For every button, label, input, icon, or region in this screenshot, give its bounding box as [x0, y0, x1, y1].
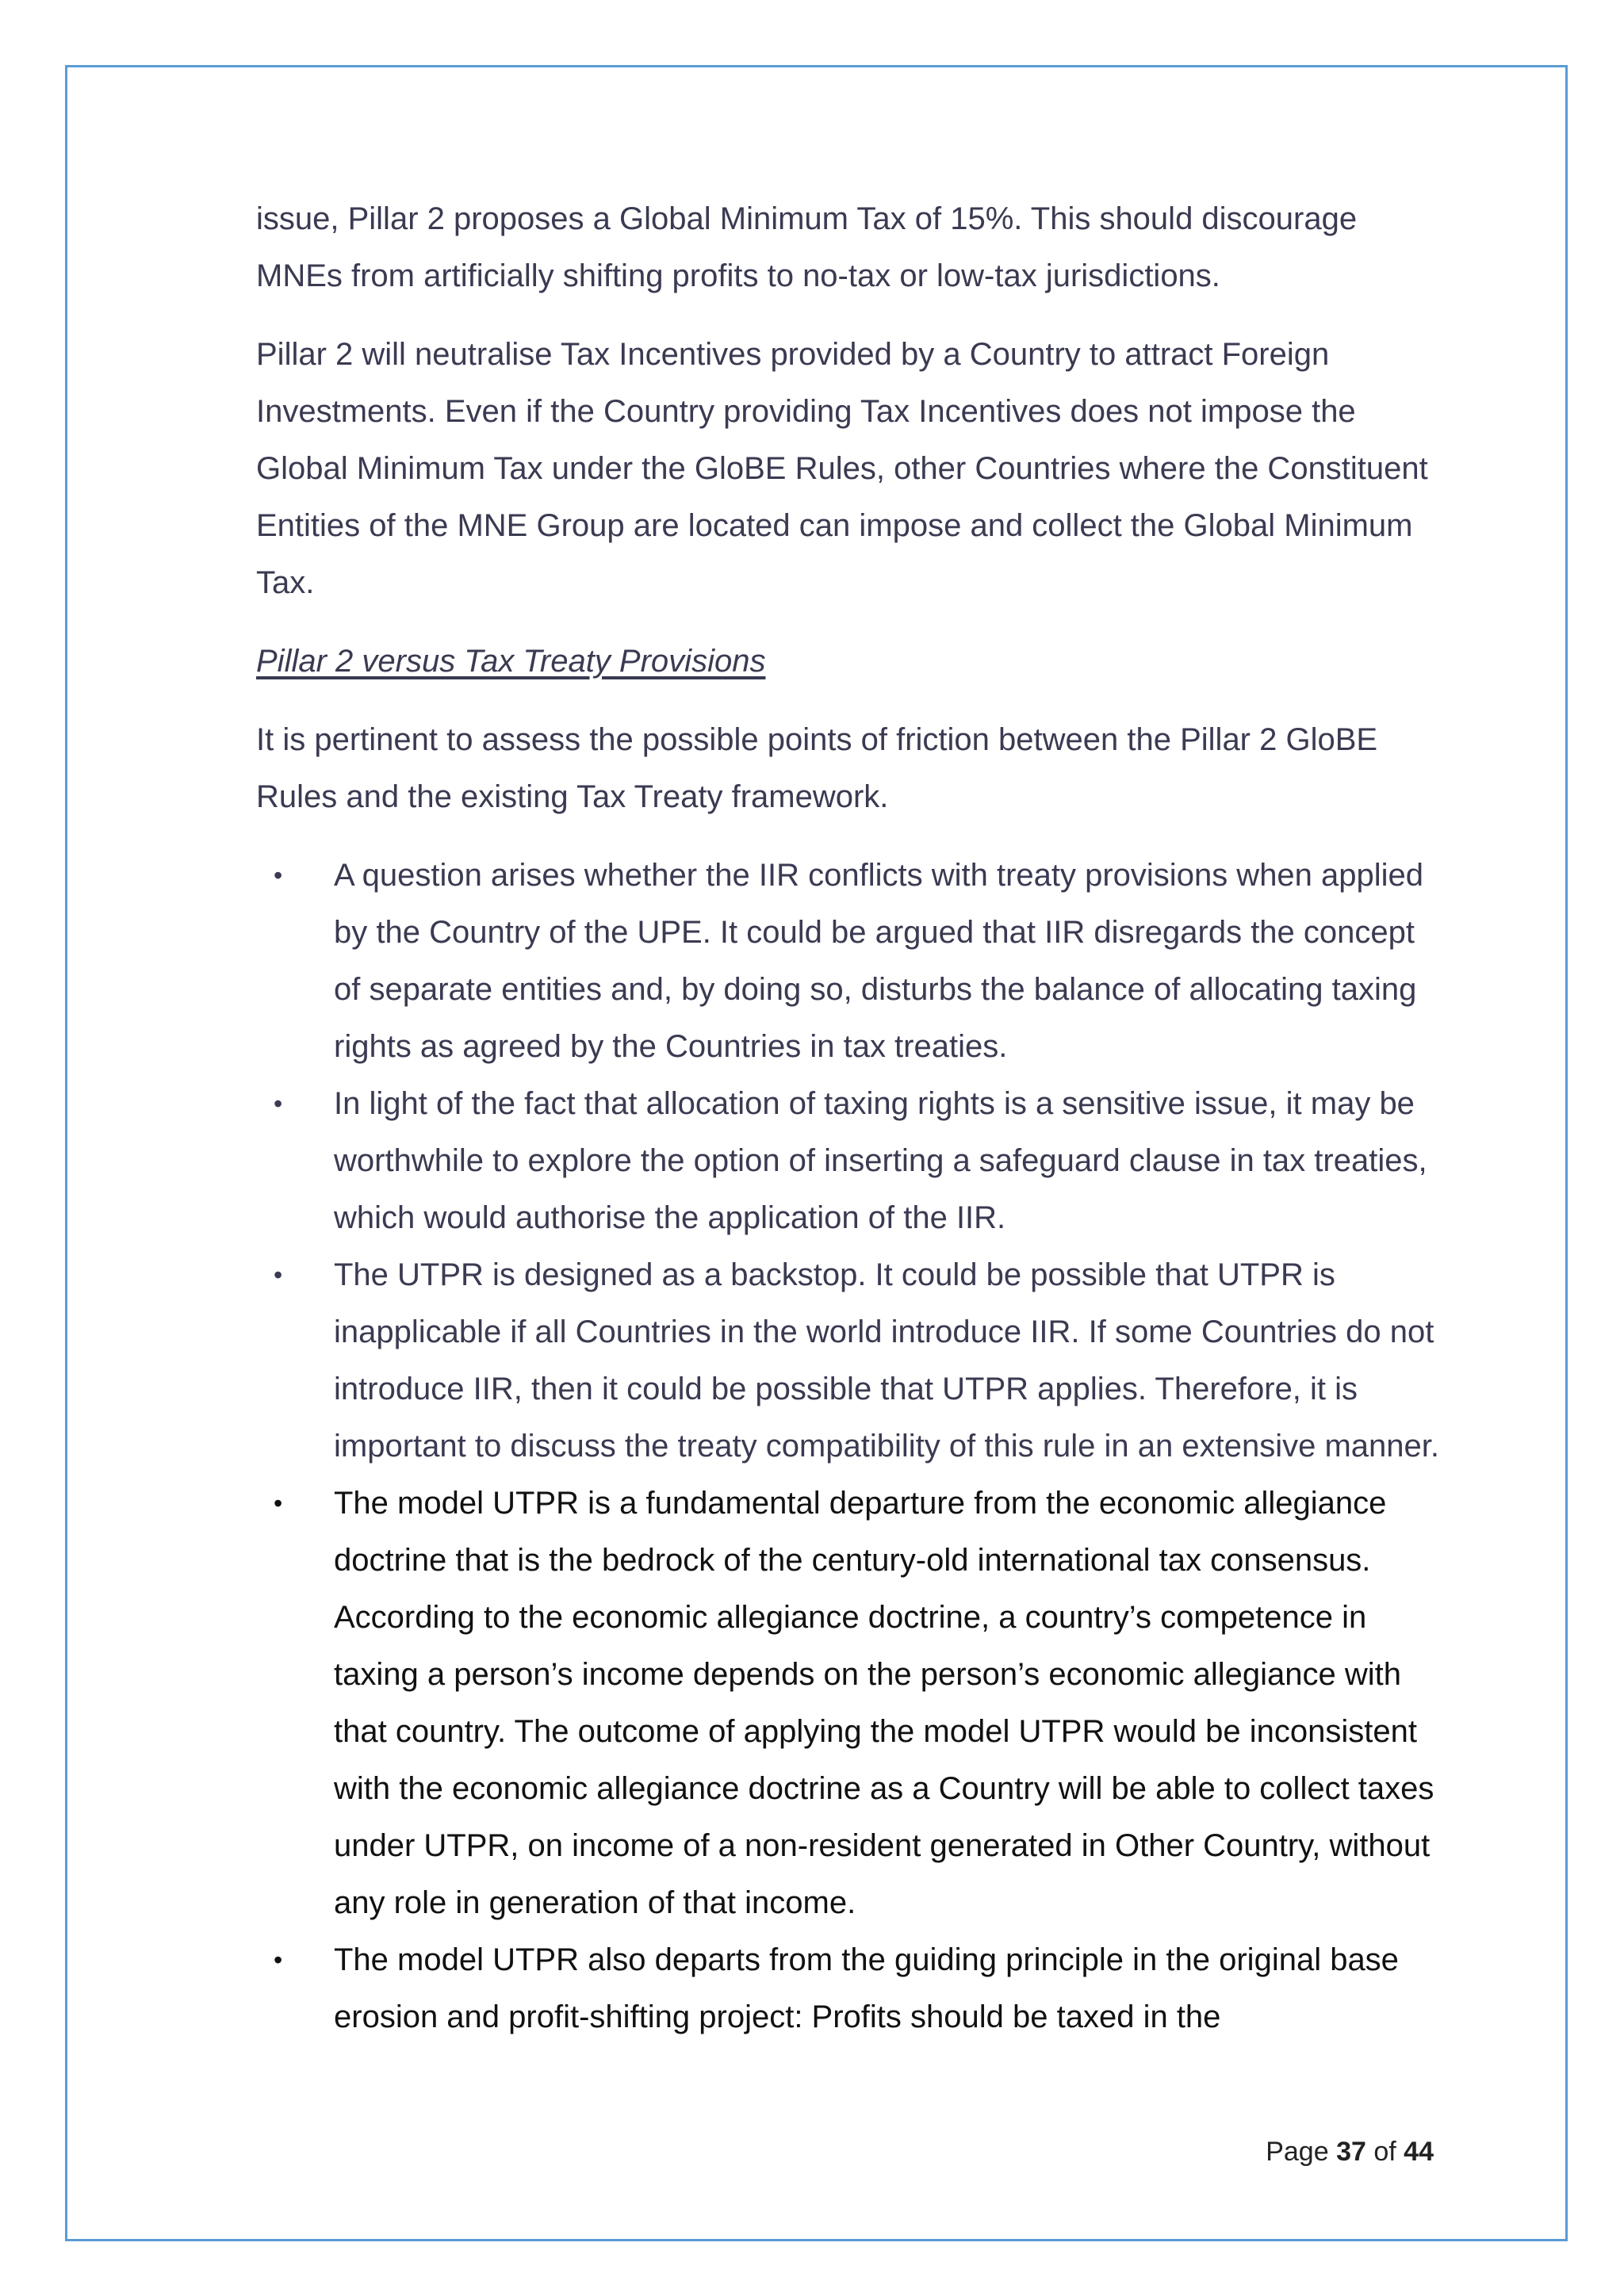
bullet-icon: • [274, 1089, 283, 1118]
total-pages: 44 [1404, 2137, 1434, 2167]
page-number [1266, 2137, 1434, 2168]
page-label: Page [1266, 2137, 1329, 2167]
list-item-text: A question arises whether the IIR conflicts with treaty provisions when applied by the Country of the UPE. It could be argued that IIR disregards the concept of separate entities and, by doing so, disturbs the balance of allocating taxing rights as agreed by the Countries in tax treaties. [334, 858, 1424, 1064]
intro-paragraph: It is pertinent to assess the possible points of friction between the Pillar 2 GloBE Rules and the existing Tax Treaty framework. [256, 722, 1378, 814]
section-heading: Pillar 2 versus Tax Treaty Provisions [256, 644, 766, 679]
list-item-text: In light of the fact that allocation of taxing rights is a sensitive issue, it may be worthwhile to explore the option of inserting a safeguard clause in tax treaties, which would authorise the application of the IIR. [334, 1086, 1427, 1235]
bullet-icon: • [274, 1946, 283, 1974]
bullet-list [256, 847, 1446, 2045]
paragraph: Pillar 2 will neutralise Tax Incentives provided by a Country to attract Foreign Investments. Even if the Country providing Tax Incentives does not impose the Global Minimum Tax under the GloBE Rules, other Countries where the Constituent Entities of the MNE Group are located can impose and collect the Global Minimum Tax. [256, 337, 1428, 600]
of-label: of [1373, 2137, 1396, 2167]
paragraph: issue, Pillar 2 proposes a Global Minimum Tax of 15%. This should discourage MNEs from artificially shifting profits to no-tax or low-tax jurisdictions. [256, 201, 1358, 293]
list-item [256, 1931, 1446, 2045]
bullet-icon: • [274, 1489, 283, 1517]
list-item [256, 847, 1446, 1075]
list-item [256, 1246, 1446, 1475]
bullet-icon: • [274, 1261, 283, 1289]
list-item-text: The model UTPR also departs from the guiding principle in the original base erosion and profit-shifting project: Profits should be taxed in the [334, 1942, 1399, 2034]
current-page: 37 [1336, 2137, 1366, 2167]
list-item-text: The model UTPR is a fundamental departure from the economic allegiance doctrine that is the bedrock of the century-old international tax consensus. According to the economic allegiance doctrine, a country’s competence in taxing a person’s income depends on the person’s economic allegiance with that country. The outcome of applying the model UTPR would be inconsistent with the economic allegiance doctrine as a Country will be able to collect taxes under UTPR, on income of a non-resident generated in Other Country, without any role in generation of that income. [334, 1486, 1434, 1920]
list-item [256, 1475, 1446, 1931]
list-item-text: The UTPR is designed as a backstop. It could be possible that UTPR is inapplicable if all Countries in the world introduce IIR. If some Countries do not introduce IIR, then it could be possible that UTPR applies. Therefore, it is important to discuss the treaty compatibility of this rule in an extensive manner. [334, 1257, 1440, 1464]
bullet-icon: • [274, 861, 283, 890]
document-body [256, 190, 1446, 2045]
list-item [256, 1075, 1446, 1246]
